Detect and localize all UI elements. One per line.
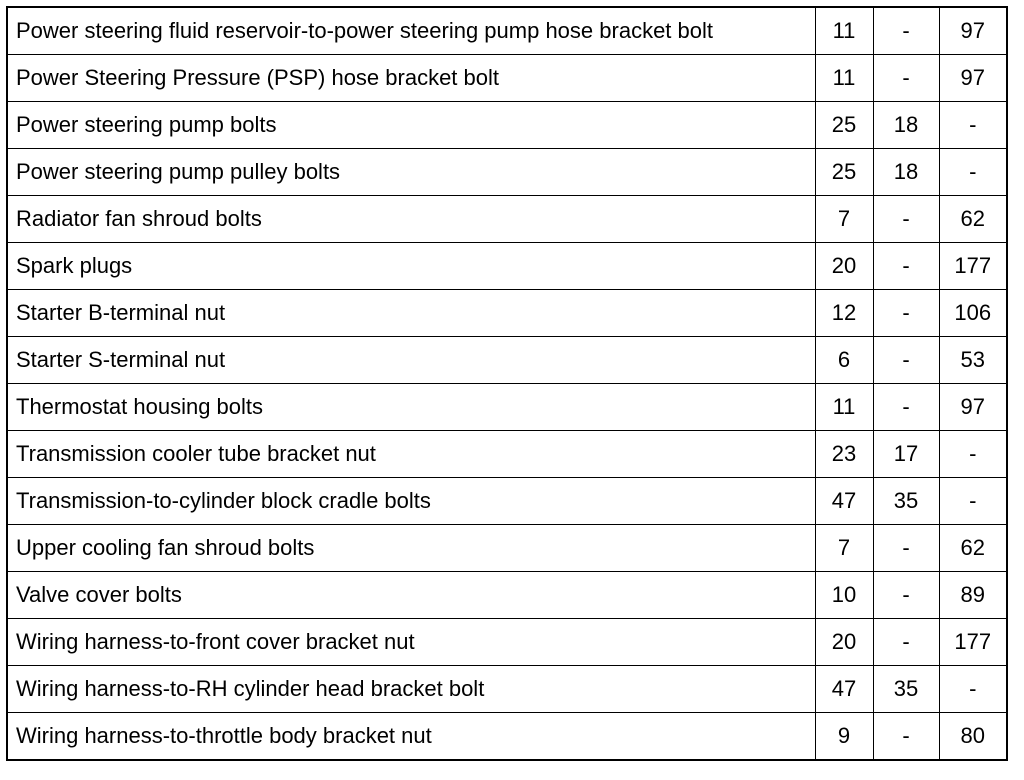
torque-lb-ft: - <box>873 619 939 666</box>
fastener-description: Wiring harness-to-throttle body bracket nut <box>7 713 815 761</box>
torque-nm: 25 <box>815 149 873 196</box>
torque-lb-in: - <box>939 149 1007 196</box>
fastener-description: Starter B-terminal nut <box>7 290 815 337</box>
torque-spec-table <box>6 6 1008 761</box>
torque-lb-ft: - <box>873 337 939 384</box>
torque-lb-in: - <box>939 431 1007 478</box>
torque-lb-ft: - <box>873 243 939 290</box>
torque-lb-in: 106 <box>939 290 1007 337</box>
torque-lb-ft: - <box>873 572 939 619</box>
torque-nm: 11 <box>815 7 873 55</box>
fastener-description: Power Steering Pressure (PSP) hose bracket bolt <box>7 55 815 102</box>
torque-lb-in: - <box>939 666 1007 713</box>
torque-nm: 23 <box>815 431 873 478</box>
torque-lb-in: 177 <box>939 619 1007 666</box>
fastener-description: Wiring harness-to-front cover bracket nut <box>7 619 815 666</box>
table-row <box>7 713 1007 761</box>
torque-nm: 7 <box>815 196 873 243</box>
torque-lb-ft: - <box>873 713 939 761</box>
fastener-description: Transmission-to-cylinder block cradle bolts <box>7 478 815 525</box>
torque-lb-ft: 18 <box>873 149 939 196</box>
torque-nm: 25 <box>815 102 873 149</box>
torque-lb-ft: - <box>873 7 939 55</box>
table-row <box>7 619 1007 666</box>
torque-nm: 20 <box>815 619 873 666</box>
fastener-description: Spark plugs <box>7 243 815 290</box>
table-row <box>7 102 1007 149</box>
torque-lb-in: 97 <box>939 384 1007 431</box>
table-row <box>7 55 1007 102</box>
table-row <box>7 478 1007 525</box>
torque-lb-in: 80 <box>939 713 1007 761</box>
torque-lb-ft: - <box>873 525 939 572</box>
torque-nm: 47 <box>815 478 873 525</box>
torque-lb-in: 62 <box>939 525 1007 572</box>
torque-lb-in: 97 <box>939 55 1007 102</box>
torque-lb-in: 89 <box>939 572 1007 619</box>
torque-lb-ft: 35 <box>873 666 939 713</box>
torque-nm: 6 <box>815 337 873 384</box>
fastener-description: Upper cooling fan shroud bolts <box>7 525 815 572</box>
torque-lb-ft: - <box>873 196 939 243</box>
torque-lb-in: 53 <box>939 337 1007 384</box>
table-row <box>7 572 1007 619</box>
table-row <box>7 7 1007 55</box>
torque-nm: 11 <box>815 55 873 102</box>
torque-nm: 7 <box>815 525 873 572</box>
table-row <box>7 431 1007 478</box>
torque-nm: 47 <box>815 666 873 713</box>
torque-lb-in: 97 <box>939 7 1007 55</box>
torque-spec-table-body <box>7 7 1007 760</box>
torque-nm: 10 <box>815 572 873 619</box>
torque-nm: 9 <box>815 713 873 761</box>
fastener-description: Starter S-terminal nut <box>7 337 815 384</box>
fastener-description: Wiring harness-to-RH cylinder head bracket bolt <box>7 666 815 713</box>
torque-lb-ft: - <box>873 290 939 337</box>
torque-nm: 20 <box>815 243 873 290</box>
fastener-description: Transmission cooler tube bracket nut <box>7 431 815 478</box>
torque-lb-ft: 18 <box>873 102 939 149</box>
table-row <box>7 243 1007 290</box>
torque-lb-in: - <box>939 478 1007 525</box>
table-row <box>7 337 1007 384</box>
table-row <box>7 290 1007 337</box>
torque-lb-ft: 17 <box>873 431 939 478</box>
torque-nm: 11 <box>815 384 873 431</box>
torque-lb-in: 62 <box>939 196 1007 243</box>
fastener-description: Power steering fluid reservoir-to-power steering pump hose bracket bolt <box>7 7 815 55</box>
torque-lb-ft: - <box>873 55 939 102</box>
table-row <box>7 149 1007 196</box>
fastener-description: Thermostat housing bolts <box>7 384 815 431</box>
torque-lb-ft: 35 <box>873 478 939 525</box>
table-row <box>7 196 1007 243</box>
torque-lb-ft: - <box>873 384 939 431</box>
table-row <box>7 525 1007 572</box>
table-row <box>7 666 1007 713</box>
table-row <box>7 384 1007 431</box>
fastener-description: Power steering pump pulley bolts <box>7 149 815 196</box>
fastener-description: Valve cover bolts <box>7 572 815 619</box>
fastener-description: Power steering pump bolts <box>7 102 815 149</box>
fastener-description: Radiator fan shroud bolts <box>7 196 815 243</box>
torque-lb-in: 177 <box>939 243 1007 290</box>
torque-nm: 12 <box>815 290 873 337</box>
torque-lb-in: - <box>939 102 1007 149</box>
